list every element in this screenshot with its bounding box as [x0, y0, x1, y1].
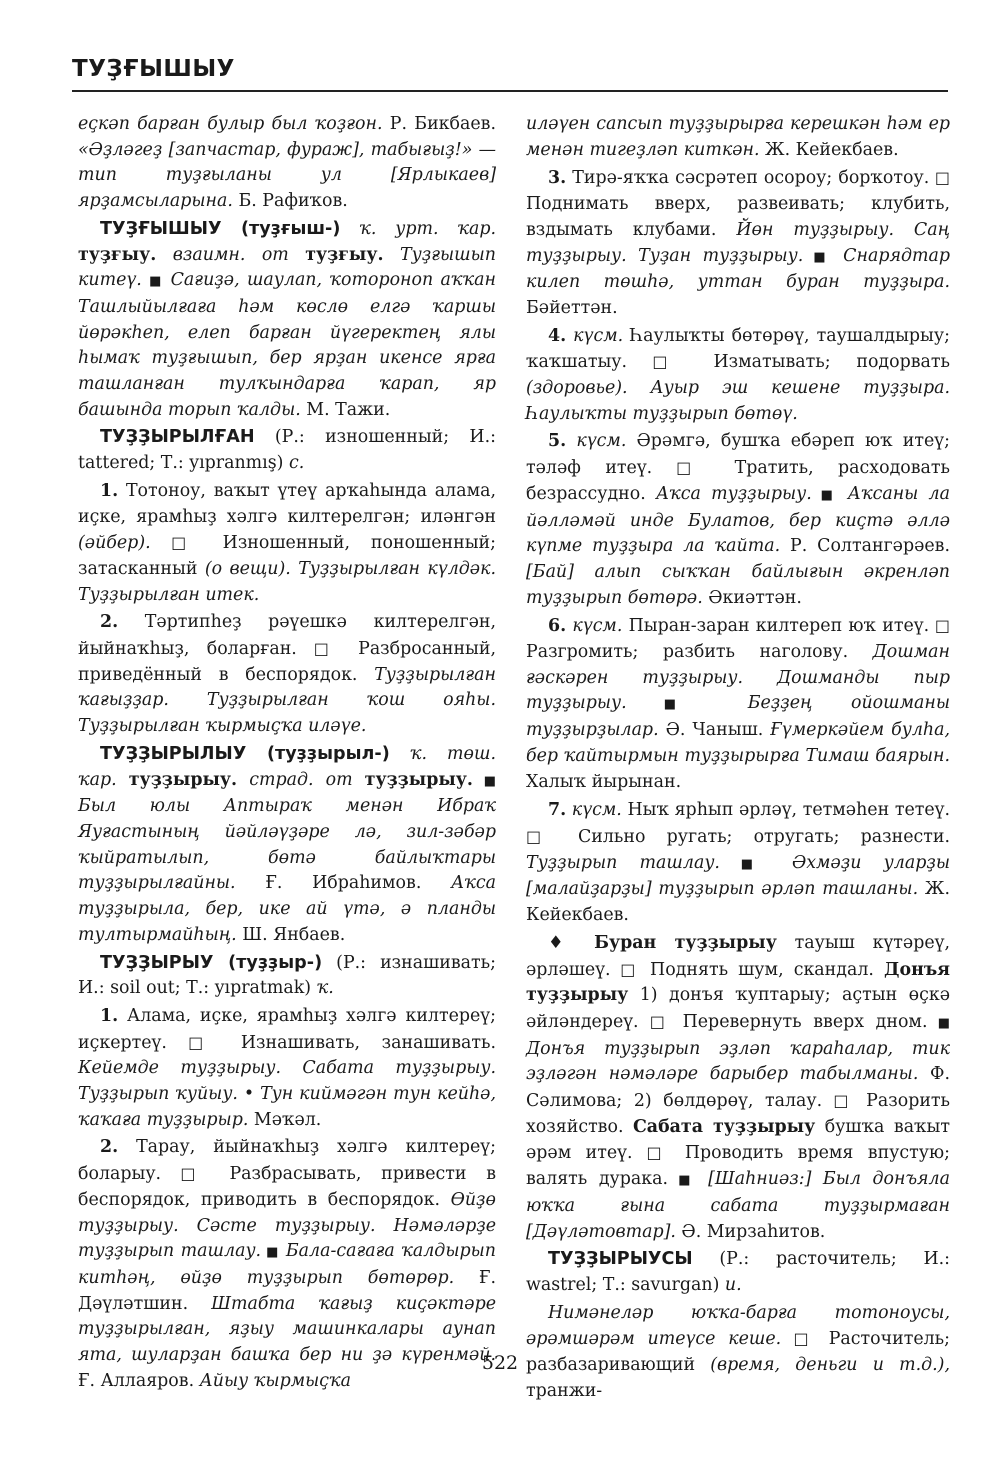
italic-text: Беҙҙең ойошманы туҙҙырҙылар. — [526, 693, 950, 741]
square-marker: □ — [161, 1164, 210, 1184]
text: Перевернуть вверх дном. — [670, 1011, 928, 1032]
italic-text: күсм. — [566, 325, 624, 346]
italic-text: ҡ. — [316, 978, 334, 999]
headword: ТУҘҘЫРЫЛЫУ (туҙҙырыл-) — [100, 743, 390, 764]
bold-text: 6. — [548, 616, 567, 637]
dictionary-paragraph — [526, 1247, 950, 1298]
text: Ә. Мирзаһитов. — [675, 1221, 826, 1242]
italic-text: Туҙҙырылған ҡағыҙҙар. Туҙҙырылған ҡош ояһы. Туҙҙырылған ҡырмыҫҡа иләүе. — [78, 664, 496, 737]
headword: ТУҘҒЫШЫУ (туҙғыш-) — [100, 218, 341, 239]
square-marker: □ — [929, 168, 951, 188]
square-marker: □ — [627, 352, 688, 372]
italic-text: страд. от — [237, 769, 365, 790]
italic-text: ҡ. урт. ҡар. — [340, 218, 497, 239]
bold-text: туҙҙырыу. — [364, 769, 473, 790]
text: Проводить время впустую; валять дурака. — [526, 1143, 950, 1190]
bold-text: 5. — [548, 431, 567, 452]
black-square-marker: ■ — [668, 1173, 697, 1189]
italic-text: (о вещи). Туҙҙырылған күлдәк. Туҙҙырылған итек. — [78, 558, 496, 605]
square-marker: □ — [166, 1032, 220, 1052]
text: Әрәмгә, бушҡа ебәреп юҡ итеү; тәләф итеү. — [526, 431, 950, 479]
text: Сильно ругать; отругать; разнести. — [556, 826, 951, 847]
italic-text: Әхмәҙи уларҙы [малайҙарҙы] туҙҙырып әрләп ташланы. — [526, 852, 950, 900]
bold-text: 2. — [100, 1137, 119, 1158]
square-marker: □ — [150, 533, 202, 553]
text: Тәртипһеҙ рәүешкә килтерелгән, йыйнаҡһыҙ, боларған. — [78, 612, 496, 660]
dictionary-paragraph — [526, 324, 950, 428]
italic-text: (әйбер). — [78, 533, 151, 554]
dictionary-paragraph — [526, 429, 950, 611]
text: Әкиәттән. — [702, 587, 802, 608]
black-square-marker: ■ — [149, 274, 164, 290]
text: Алама, иҫке, ярамһыҙ хәлгә килтереү; иҫкертеү. — [78, 1005, 496, 1053]
italic-text: Нимәнеләр юҡҡа-барға тотоноусы, әрәмшәрәм итеүсе кеше. — [526, 1302, 950, 1350]
black-square-marker: ■ — [927, 1015, 951, 1031]
text: Тотоноу, ваҡыт үтеү арҡаһында алама, иҫке, ярамһыҙ хәлгә килтерелгән; иләнгән — [78, 480, 496, 527]
text: бушҡа ваҡыт әрәм итеү. — [526, 1116, 950, 1164]
italic-text: Кейемде туҙҙырыу. Сабата туҙҙырыу. Туҙҙырып ҡуйыу. • Тун киймәгән тун кейһә, ҡаҡаға туҙҙырыр. — [78, 1058, 496, 1130]
italic-text: с. — [288, 453, 305, 474]
text: Халыҡ йырынан. — [526, 771, 682, 792]
text: Поднимать вверх, развеивать; клубить, вздымать клубами. — [526, 194, 950, 240]
text: Поднять шум, скандал. — [639, 959, 885, 980]
text: (Р.: изношенный; И.: tattered; Т.: yıpranmış) — [78, 427, 496, 474]
italic-text: Дошман ғәскәрен туҙҙырыу. Дошманды пыр туҙҙырыу. — [526, 642, 950, 714]
text: Пыран-заран килтереп юҡ итеү. — [622, 616, 930, 637]
text: (Р.: изнашивать; И.: soil out; Т.: yıpratmak) — [78, 952, 496, 999]
italic-text: Аҡса туҙҙырыу. — [655, 483, 812, 504]
dictionary-paragraph — [526, 797, 950, 929]
italic-text: күсм. — [566, 616, 623, 637]
italic-text: Туҙғышып китеү. — [78, 244, 496, 291]
italic-text: Өйҙө туҙҙырыу. Сәсте туҙҙырыу. Нәмәләрҙе туҙҙырып ташлау. — [78, 1189, 496, 1262]
italic-text: [Бай] алып сыҡҡан байлығын әкренләп туҙҙырып бөтөрә. — [526, 561, 950, 608]
bold-text: туҙғыу. — [305, 244, 384, 265]
bold-text: 3. — [548, 168, 567, 189]
italic-text: [Шаһниәз:] Был донъяла юҡҡа ғына сабата туҙҙырмаған [Дәүләтовтар]. — [526, 1169, 950, 1242]
italic-text: иләүен сапсып туҙҙырырға керешкән һәм ер менән тигеҙләп киткән. — [526, 114, 950, 160]
italic-text: Ғүмеркәйем булһа, бер ҡайтырмын туҙҙырырға Тимаш баярын. — [526, 720, 950, 766]
text: Разорить хозяйство. — [526, 1091, 951, 1137]
dictionary-paragraph — [78, 1004, 496, 1134]
square-marker: □ — [929, 616, 951, 636]
bold-text: 4. — [548, 325, 567, 346]
square-marker: □ — [652, 458, 711, 478]
italic-text: (время, деньги и т.д.), — [710, 1355, 950, 1376]
bold-text: туҙҙырыу. — [128, 769, 238, 790]
bold-text: 1. — [100, 1005, 119, 1026]
italic-text: ҡ. төш. ҡар. — [78, 743, 497, 790]
black-square-marker: ■ — [803, 249, 832, 265]
text: Разгромить; разбить наголову. — [526, 642, 873, 663]
square-marker: □ — [638, 1011, 671, 1031]
italic-text: Штабта ҡағыҙ киҫәктәре туҙҙырылған, яҙыу машинкалары аунап ята, шуларҙан башҡа бер ни ҙә күренмәй. — [78, 1293, 496, 1366]
text: Ж. Кейекбаев. — [759, 139, 899, 160]
square-marker: □ — [822, 1091, 855, 1111]
square-marker: □ — [296, 639, 341, 659]
text: Изнашивать, занашивать. — [219, 1032, 496, 1053]
dictionary-paragraph — [78, 112, 496, 215]
black-square-marker: ■ — [719, 856, 770, 872]
square-marker: □ — [610, 959, 640, 979]
headword: ТУҘҘЫРЫУСЫ — [548, 1249, 693, 1270]
text: (Р.: расточитель; И.: wastrel; Т.: savurgan) — [526, 1249, 950, 1295]
page-header — [72, 50, 948, 92]
text: М. Тажи. — [300, 399, 391, 420]
headword: ТУҘҘЫРЫУ (туҙҙыр-) — [100, 952, 323, 973]
right-column — [526, 112, 950, 1406]
italic-text: Донъя туҙҙырып эҙләп ҡараһалар, тик эҙләгән нәмәләре барыбер табылманы. — [526, 1038, 950, 1085]
dictionary-paragraph — [78, 742, 496, 949]
bold-text: Донъя туҙҙырыу — [526, 959, 951, 1006]
text: Һаулыҡты бөтөрөү, таушалдырыу; ҡаҡшатыу. — [526, 325, 950, 373]
black-square-marker: ■ — [626, 697, 710, 713]
square-marker: □ — [632, 1143, 671, 1163]
running-head: ТУҘҒЫШЫУ — [72, 56, 235, 82]
italic-text: Туҙҙырып ташлау. — [526, 852, 720, 873]
text: Разбросанный, приведённый в беспорядок. — [78, 639, 496, 685]
text: Ж. Кейекбаев. — [526, 879, 950, 926]
italic-text: взаимн. от — [156, 244, 306, 265]
text: Р. Бикбаев. — [382, 114, 496, 134]
text: Б. Рафиҡов. — [232, 191, 348, 212]
italic-text: Снарядтар килеп төшһә, уттан буран туҙҙыра. — [526, 245, 950, 293]
text: Ә. Чаныш. — [658, 720, 771, 741]
text: Тарау, йыйнаҡһыҙ хәлгә килтереү; боларыу. — [78, 1137, 496, 1185]
text: Тратить, расходовать безрассудно. — [526, 458, 950, 504]
page-number: 522 — [481, 1352, 519, 1374]
italic-text: күсм. — [566, 431, 627, 452]
text: Тирә-яҡҡа сәсрәтеп осороу; борҡотоу. — [566, 168, 930, 189]
italic-text: күсм. — [566, 800, 622, 821]
headword: ТУҘҘЫРЫЛҒАН — [100, 427, 255, 448]
italic-text: и. — [724, 1274, 742, 1295]
dictionary-paragraph — [526, 613, 950, 795]
text: Мәҡәл. — [248, 1109, 322, 1130]
text: Изношенный, поношенный; затасканный — [78, 533, 496, 579]
text: Ныҡ ярһып әрләү, тетмәһен тетеү. — [621, 800, 951, 821]
text: Ғ. Ибраһимов. — [235, 873, 452, 894]
bold-text: 2. — [100, 612, 119, 633]
text: Ф. Сәлимова; 2) бөлдөрөү, талау. — [526, 1064, 950, 1112]
italic-text: еҫкәп барған булыр был ҡоҙғон. — [78, 114, 383, 134]
text: Р. Солтангәрәев. — [780, 536, 950, 557]
black-square-marker: ■ — [811, 487, 838, 503]
italic-text: Йөн туҙҙырыу. Саң туҙҙырыу. Туҙан туҙҙырыу. — [526, 219, 950, 266]
text: Ғ. Аллаяров. — [78, 1370, 200, 1391]
text: Изматывать; подорвать — [687, 352, 950, 373]
dictionary-paragraph — [526, 112, 950, 163]
text: Расточитель; разбазаривающий — [526, 1329, 950, 1376]
dictionary-paragraph — [78, 479, 496, 609]
square-marker: □ — [526, 826, 557, 846]
italic-text: Бала-сағаға ҡалдырып китһәң, өйҙө туҙҙырып бөтөрөр. — [78, 1241, 496, 1288]
dictionary-paragraph — [78, 217, 496, 424]
text: Ш. Янбаев. — [236, 924, 346, 945]
black-square-marker: ■ — [261, 1245, 280, 1261]
dictionary-paragraph — [78, 425, 496, 476]
bold-text: Сабата туҙҙырыу — [632, 1116, 816, 1137]
text: 1) донъя ҡуптарыу; аҫтын өҫкә әйләндереү. — [526, 985, 950, 1032]
italic-text: Аҡсаны ла йәлләмәй инде Булатов, бер киҫтә әллә күпме туҙҙыра ла ҡайта. — [526, 483, 950, 557]
italic-text: Был юлы Аптыраҡ менән Ибраҡ Яуғастының йәйләүҙәре лә, зил-зәбәр ҡыйратылып, бөтә байлыҡтары туҙҙырылғайны. — [78, 796, 496, 894]
italic-text: Айыу ҡырмыҫҡа — [199, 1370, 352, 1391]
text: тауыш күтәреү, әрләшеү. — [526, 932, 950, 980]
italic-text: Сағиҙә, шаулап, ҡотороноп аҡҡан Ташлыйылғаға һәм көслө елгә ҡаршы йөрәкһеп, елеп барған йүгеректең ялы һымаҡ туҙғышып, бер ярҙан икенсе ярға ташланған тулҡындарға ҡарап, яр башында торып ҡалды. — [78, 270, 496, 420]
text: Ғ. Дәүләтшин. — [78, 1267, 496, 1314]
italic-text: «Әҙләгеҙ [запчастар, фураж], табығыҙ!» — тип туҙғыланы ул [Ярлыкаев] ярҙамсыларына. — [78, 139, 496, 212]
black-square-marker: ■ — [473, 773, 496, 789]
dictionary-paragraph — [78, 951, 496, 1002]
text: Бәйеттән. — [526, 297, 618, 318]
text: Разбрасывать, привести в беспорядок, приводить в беспорядок. — [78, 1164, 496, 1210]
bold-text: туҙғыу. — [78, 244, 157, 265]
dictionary-paragraph — [78, 610, 496, 740]
square-marker: □ — [781, 1329, 816, 1349]
dictionary-paragraph — [526, 931, 950, 1245]
italic-text: (здоровье). Ауыр эш кешене туҙҙыра. Һаулыҡты туҙҙырып бөтөү. — [526, 378, 950, 424]
italic-text: Аҡса туҙҙырыла, бер, ике ай үтә, ә планды тултырмайһың. — [78, 873, 496, 945]
bold-text: ♦ Буран туҙҙырыу — [548, 932, 777, 953]
text: транжи- — [526, 1380, 603, 1401]
left-column — [78, 112, 496, 1396]
dictionary-paragraph — [526, 165, 950, 321]
bold-text: 1. — [100, 480, 119, 501]
bold-text: 7. — [548, 800, 567, 821]
